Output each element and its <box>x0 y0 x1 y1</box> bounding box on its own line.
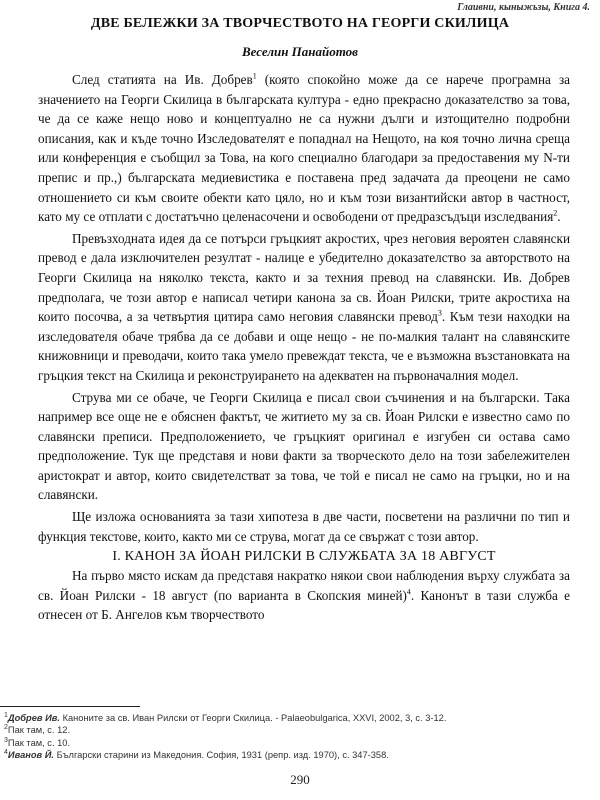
paragraph-1: След статията на Ив. Добрев$^1$ (която спокойно може да се нарече програмна за значението на Георги Скилица в българската култура - едно прекрасно доказателство за това, че да се каже нещо ново и концептуално не са нужни дълги и изтощително подробни описания, как и къде точно Изследователят е попаднал на Нещото, на коя точно лична среща или конференция е съобщил за Това, на кого специално благодари за предоставения му N-ти препис и пр.,) българската медиевистика е поставена пред задачата да преоцени не само отношението си към своите обекти като цяло, но и към този византийски автор в частност, като му се отплати с достатъчно целенасочени и освободени от предразсъдъци изследвания$^2$. <box>38 71 571 225</box>
paragraph-3: Струва ми се обаче, че Георги Скилица е писал свои съчинения и на български. Така например все още не е обяснен фактът, че житието му за св. Йоан Рилски е известно само по славянски преписи. Предположението, че гръцкият оригинал е изгубен си остава само предположение. Тук ще представя и нови факти за творческото дело на този забележителен аристократ и автор, които свидетелстват за това, че той е писал не само на гръцки, но и на славянски. <box>38 389 570 503</box>
article-body <box>38 70 570 627</box>
footnote-divider <box>0 706 140 707</box>
footnote-ref-2[interactable]: 2 <box>553 208 558 218</box>
page-number: 290 <box>290 772 310 787</box>
running-head: Глаивни, кыныжьзы, Книга 4. <box>457 2 590 13</box>
footnotes <box>4 712 574 762</box>
paragraph-4: Ще изложа основанията за тази хипотеза в две части, посветени на различни по тип и функция текстове, които, както ми се струва, могат да се свържат с този автор. <box>38 509 570 544</box>
paragraph-5: На първо място искам да представя накратко някои свои наблюдения върху службата за св. Йоан Рилски - 18 август (по варианта в Скопския миней)$^4$. Канонът в тази служба е отнесен от Б. Ангелов към творчеството <box>38 568 570 623</box>
footnote-1: $^1$Добрев Ив. Каноните за св. Иван Рилски от Георги Скилица. - Palaeobulgarica, XXVI, 2002, 3, с. 3-12. <box>4 711 447 723</box>
footnote-3: $^3$Пак там, с. 10. <box>4 736 71 748</box>
article-author: Веселин Панайотов <box>242 44 358 59</box>
footnote-2: $^2$Пак там, с. 12. <box>4 724 71 736</box>
paragraph-2: Превъзходната идея да се потърси гръцкият акростих, чрез неговия вероятен славянски превод е дала изключителен резултат - налице е убедително доказателство за авторството на Георги Скилица на няколко текста, както и за техния превод на славянски. Ив. Добрев предполага, че този автор е написал четири канона за св. Йоан Рилски, трите акростиха на които посочва, а за четвъртия цитира само неговия славянски превод$^3$. Към тези находки на изследователя обаче трябва да се добави и още нещо - не по-малкия талант на славянските книжовници и преводачи, които така умело превеждат текста, че е възможна възстановката на гръцкия текст на Скилица и реконструирането на адекватен на първоначалния модел. <box>38 230 570 383</box>
article-title: ДВЕ БЕЛЕЖКИ ЗА ТВОРЧЕСТВОТО НА ГЕОРГИ СКИЛИЦА <box>90 16 510 31</box>
footnote-ref-3[interactable]: 3 <box>437 308 442 318</box>
footnote-ref-4[interactable]: 4 <box>406 587 411 597</box>
footnote-4: $^4$Иванов Й. Български старини из Македония. София, 1931 (репр. изд. 1970), с. 347-358. <box>4 749 389 761</box>
section-heading: I. КАНОН ЗА ЙОАН РИЛСКИ В СЛУЖБАТА ЗА 18 АВГУСТ <box>112 549 496 565</box>
footnote-ref-1[interactable]: 1 <box>252 71 257 81</box>
